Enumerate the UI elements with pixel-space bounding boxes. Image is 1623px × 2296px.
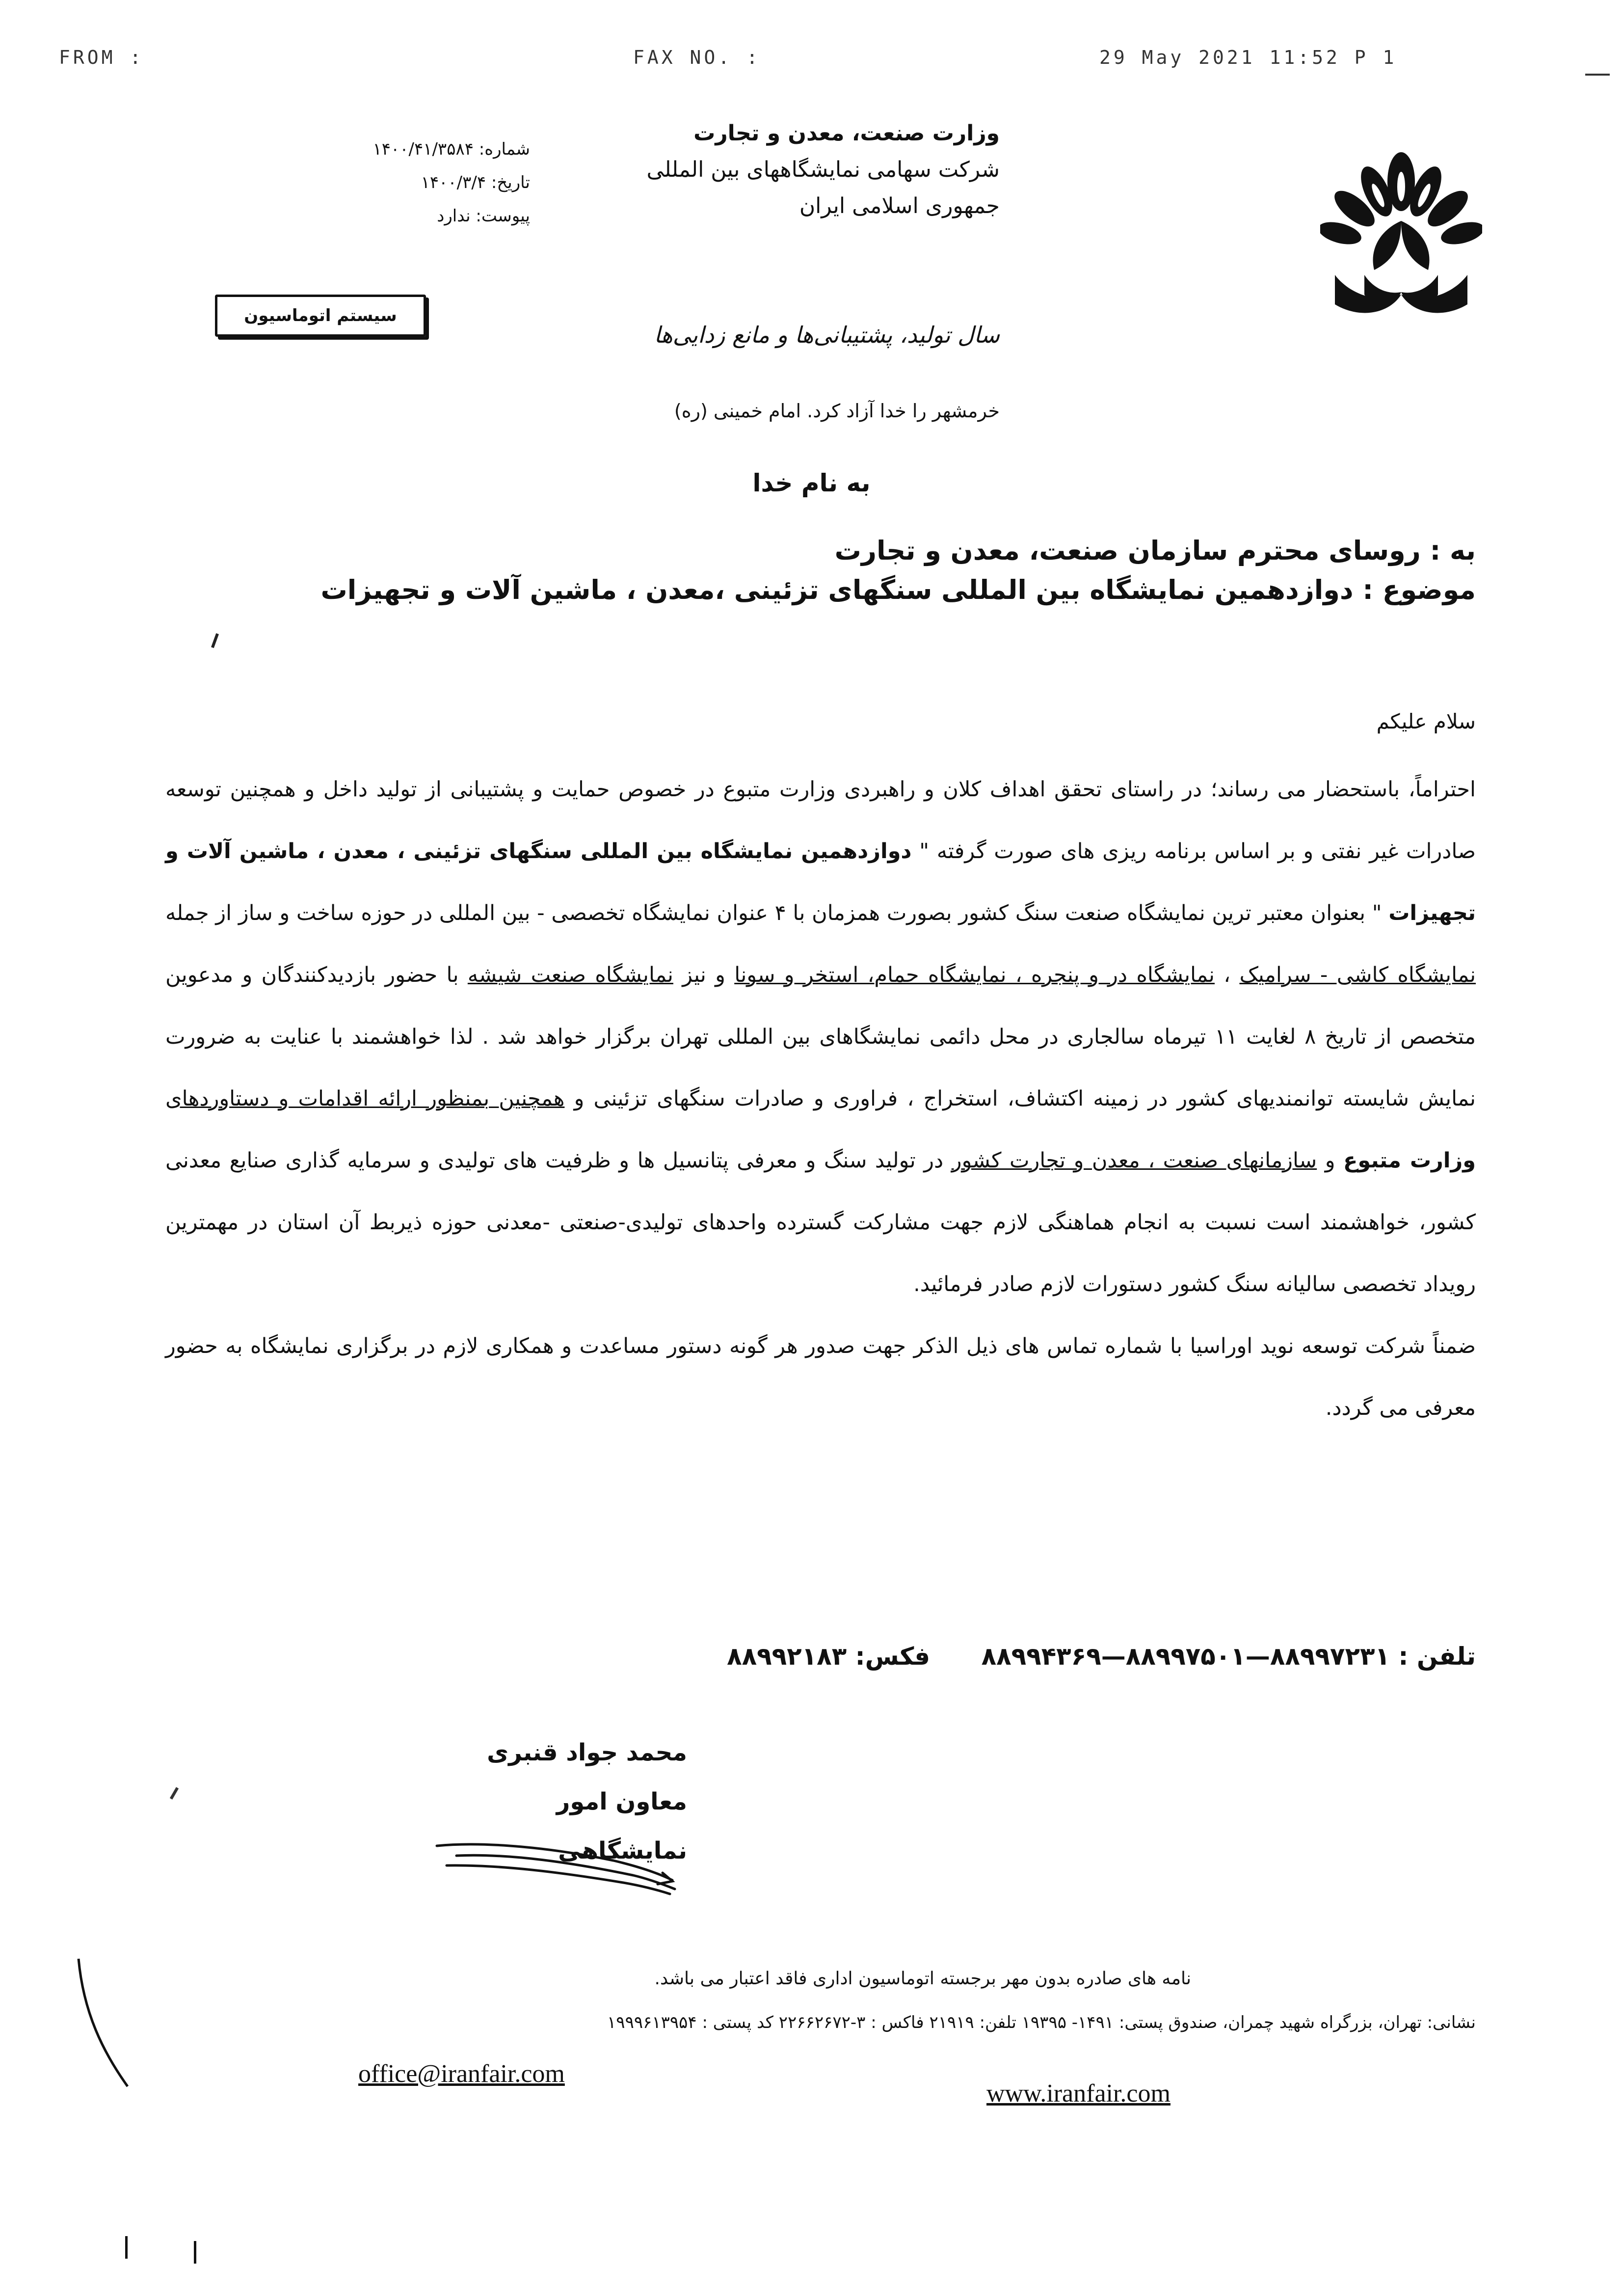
introduction-paragraph: ضمناً شرکت توسعه نوید اوراسیا با شماره تماس های ذیل الذکر جهت صدور هر گونه دستور مساعدت و همکاری لازم در برگزاری نمایشگاه به حضور معرفی می گردد. [165, 1334, 1476, 1420]
letter-meta [314, 133, 530, 233]
glass-industry-exhibition: نمایشگاه صنعت شیشه [467, 963, 673, 987]
phone-numbers: ۸۸۹۹۷۲۳۱—۸۸۹۹۷۵۰۱—۸۸۹۹۴۳۶۹ [981, 1642, 1390, 1671]
company-name: شرکت سهامی نمایشگاههای بین المللی [646, 157, 1000, 182]
footer-note: نامه های صادره بدون مهر برجسته اتوماسیون اداری فاقد اعتبار می باشد. [654, 1969, 1191, 1989]
email-link[interactable]: office@iranfair.com [358, 2060, 565, 2088]
exhibition-title: دوازدهمین نمایشگاه بین المللی سنگهای تزئینی ، معدن ، ماشین آلات و تجهیزات [165, 839, 1476, 925]
stray-mark [170, 1787, 179, 1800]
letter-attachment: پیوست: ندارد [437, 206, 530, 226]
country-name: جمهوری اسلامی ایران [799, 193, 1000, 218]
punch-mark [194, 2241, 196, 2264]
corner-mark [1585, 74, 1610, 76]
bismillah: به نام خدا [752, 469, 871, 497]
letter-date: تاریخ: ۱۴۰۰/۳/۴ [421, 173, 530, 192]
company-logo-icon [1320, 147, 1482, 334]
achievements-phrase: همچنین بمنظور ارائه اقدامات و دستاوردهای [165, 1086, 565, 1111]
footer-address: نشانی: تهران، بزرگراه شهید چمران، صندوق پستی: ۱۴۹۱- ۱۹۳۹۵ تلفن: ۲۱۹۱۹ فاکس : ۳-۲۲۶۶۲۶۷۲ کد پستی : ۱۹۹۹۶۱۳۹۵۴ [607, 2013, 1476, 2032]
fax-from: FROM : [59, 47, 144, 68]
fax-datetime: 29 May 2021 11:52 P 1 [1099, 47, 1397, 68]
year-slogan: سال تولید، پشتیبانی‌ها و مانع زدایی‌ها [654, 322, 1000, 348]
ministry-name: وزارت صنعت، معدن و تجارت [693, 121, 1000, 146]
letter-number: شماره: ۱۴۰۰/۴۱/۳۵۸۴ [372, 139, 530, 159]
subject-line: موضوع : دوازدهمین نمایشگاه بین المللی سنگهای تزئینی ،معدن ، ماشین آلات و تجهیزات [320, 574, 1476, 605]
fax-number: FAX NO. : [633, 47, 761, 68]
organizations-phrase: سازمانهای صنعت ، معدن و تجارت کشور [951, 1148, 1317, 1173]
ministry-phrase: وزارت متبوع [1343, 1148, 1476, 1173]
stray-mark [211, 633, 219, 648]
recipient-line: به : روسای محترم سازمان صنعت، معدن و تجارت [834, 535, 1476, 566]
automation-system-stamp: سیستم اتوماسیون [215, 295, 426, 337]
signatory-title: معاون امور نمایشگاهی [556, 1788, 687, 1864]
salutation: سلام علیکم [1376, 709, 1476, 733]
contact-line: تلفن : ۸۸۹۹۷۲۳۱—۸۸۹۹۷۵۰۱—۸۸۹۹۴۳۶۹ فکس: ۸۸۹۹۲۱۸۳ [727, 1642, 1476, 1671]
punch-mark [125, 2236, 128, 2259]
website-link[interactable]: www.iranfair.com [986, 2080, 1171, 2107]
fax-number-value: ۸۸۹۹۲۱۸۳ [727, 1642, 847, 1671]
quote-line: خرمشهر را خدا آزاد کرد. امام خمینی (ره) [674, 400, 1000, 422]
door-window-bath-exhibitions: نمایشگاه در و پنجره ، نمایشگاه حمام، استخر و سونا [734, 963, 1215, 987]
handwritten-signature-icon [427, 1826, 682, 1900]
letter-body: احتراماً، باستحضار می رساند؛ در راستای تحقق اهداف کلان و راهبردی وزارت متبوع در خصوص حمایت و پشتیبانی از تولید داخل و همچنین توسعه صادرات غیر نفتی و بر اساس برنامه ریزی های صورت گرفته " دوازدهمین نمایشگاه بین المللی سنگهای تزئینی ، معدن ، ماشین آلات و تجهیزات " بعنوان معتبر ترین نمایشگاه صنعت سنگ کشور بصورت همزمان با ۴ عنوان نمایشگاه تخصصی - بین المللی در حوزه ساخت و ساز از جمله نمایشگاه کاشی - سرامیک ، نمایشگاه در و پنجره ، نمایشگاه حمام، استخر و سونا و نیز نمایشگاه صنعت شیشه با حضور بازدیدکنندگان و مدعوین متخصص از تاریخ ۸ لغایت ۱۱ تیرماه سالجاری در محل دائمی نمایشگاهای بین المللی تهران برگزار خواهد شد . لذا خواهشمند با عنایت به ضرورت نمایش شایسته توانمندیهای کشور در زمینه اکتشاف، استخراج ، فراوری و صادرات سنگهای تزئینی و همچنین بمنظور ارائه اقدامات و دستاوردهای وزارت متبوع و سازمانهای صنعت ، معدن و تجارت کشور در تولید سنگ و معرفی پتانسیل ها و ظرفیت های تولیدی و سرمایه گذاری صنایع معدنی کشور، خواهشمند است نسبت به انجام هماهنگی لازم جهت مشارکت گسترده واحدهای تولیدی-صنعتی -معدنی حوزه ذیربط آن استان در مهمترین رویداد تخصصی سالیانه سنگ کشور دستورات لازم صادر فرمائید. ضمناً شرکت توسعه نوید اوراسیا با شماره تماس های ذیل الذکر جهت صدور هر گونه دستور مساعدت و همکاری لازم در برگزاری نمایشگاه به حضور معرفی می گردد. [165, 777, 1476, 1420]
letterhead [460, 115, 1000, 224]
signatory-name: محمد جواد قنبری [487, 1739, 687, 1766]
tile-ceramic-exhibition: نمایشگاه کاشی - سرامیک [1239, 963, 1476, 987]
